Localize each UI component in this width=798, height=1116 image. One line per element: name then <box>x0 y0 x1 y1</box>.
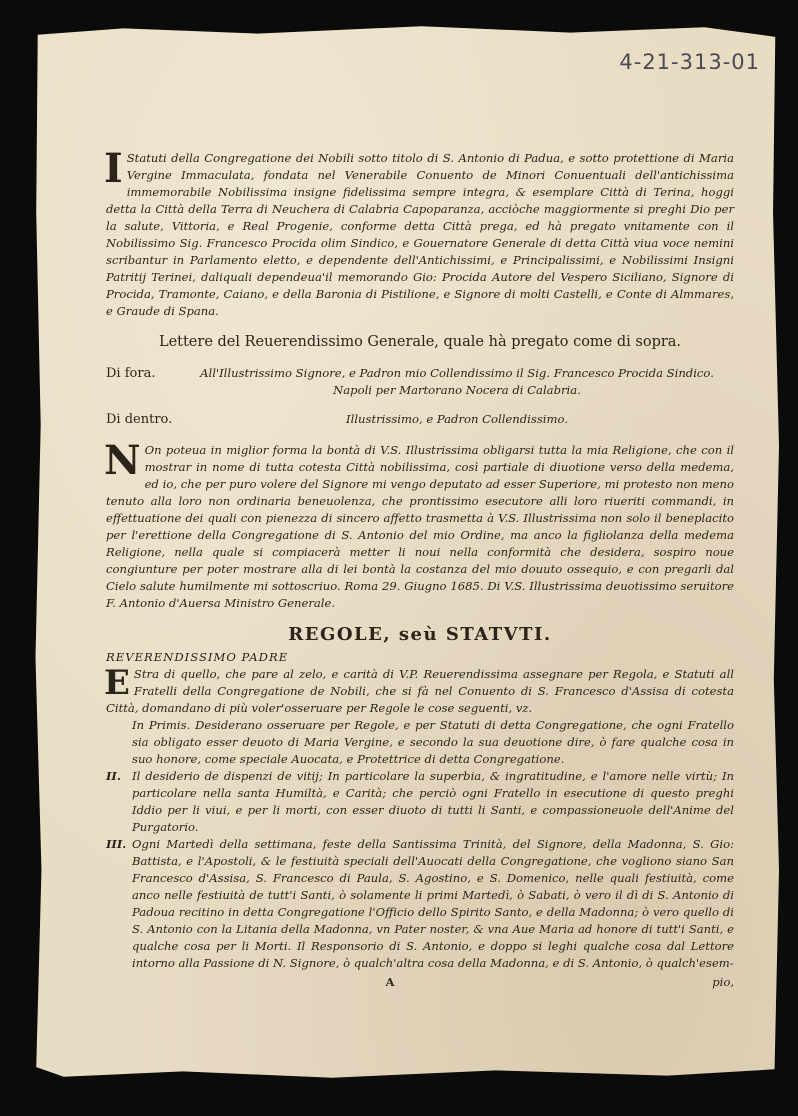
rules-drop-cap: E <box>104 663 130 703</box>
letter-heading: Lettere del Reuerendissimo Generale, quale hà pregato come di sopra. <box>158 334 682 350</box>
intro-text: Statuti della Congregatione dei Nobili sotto titolo di S. Antonio di Padua, e sotto protettione di Maria Vergine Immaculata, fondata nel Venerabile Conuento de Minori Conuentuali dell'antichissima immemorabile Nobilissima insigne fidelissima sempre integra, & esemplare Città di Terina, hoggi detta la Città della Terra di Neuchera di Calabria Capoparanza, acciòche maggiormente si preghi Dio per la salute, Vittoria, e Real Progenie, conforme detta Città prega, ed hà pregato vnitamente con il Nobilissimo Sig. Francesco Procida olim Sindico, e Gouernatore Generale di detta Città viua voce nemini scribantur in Parlamento eletto, e dependente dell'Antichissimi, e Principalissimi, e Nobilissimi Insigni Patritij Terinei, daliquali dependeua'il memorando Gio: Procida Autore del Vespero Siciliano, Signore di Procida, Tramonte, Caiano, e della Baronia di Pistilione, e Signore di molti Castelli, e Conte di Almmares, e Graude di Spana. <box>106 151 734 318</box>
rules-intro-text: Stra di quello, che pare al zelo, e carità di V.P. Reuerendissima assegnare per Regola, e Statuti all Fratelli della Congregatione de Nobili, che si fà nel Conuento di S. Francesco d'Assisa di cotesta Città, domandano di più voler'osseruare per Regole le cose seguenti, vz. <box>106 667 734 715</box>
address-outside-label: Di fora. <box>106 366 156 381</box>
letter-body <box>104 437 734 612</box>
rule-text: In Primis. Desiderano osseruare per Regole, e per Statuti di detta Congregatione, che ogni Fratello sia obligato esser deuoto di Maria Vergine, e secondo la sua deuotione dire, ò fare qualche cosa in suo honore, come speciale Auocata, e Protettrice di detta Congregatione. <box>132 718 734 766</box>
intro-paragraph <box>104 145 734 320</box>
letter-drop-cap: N <box>104 437 141 484</box>
rules-intro <box>104 663 734 717</box>
catchword: pio, <box>712 975 734 989</box>
rule-number: III. <box>106 837 127 851</box>
rule-text: Ogni Martedì della settimana, feste della Santissima Trinità, del Signore, della Madonna, S. Gio: Battista, e l'Apostoli, & le festiuità speciali dell'Auocati della Congregatione, che vogliono siano San Francesco d'Assisa, S. Francesco di Paula, S. Agostino, e S. Domenico, nelle quali festiuità, come anco nelle festiuità de tutt'i Santi, ò solamente li primi Martedì, ò Sabati, ò vero il dì di S. Antonio di Padoua recitino in detta Congregatione l'Officio dello Spirito Santo, e della Madonna; ò vero quello di S. Antonio con la Litania della Madonna, vn Pater noster, & vna Aue Maria ad honore di tutt'i Santi, e qualche cosa per li Morti. Il Responsorio di S. Antonio, e doppo si leghi qualche cosa dal Lettore intorno alla Passione di N. Signore, ò qualch'altra cosa della Madonna, e di S. Antonio, ò qualch'esem- <box>132 837 734 970</box>
address-outside-text: All'Illustrissimo Signore, e Padron mio Collendissimo il Sig. Francesco Procida Sindico. Napoli per Martorano Nocera di Calabria. <box>200 366 714 397</box>
page-footer <box>106 974 734 991</box>
letter-body-text: On poteua in miglior forma la bontà di V.S. Illustrissima obligarsi tutta la mia Religione, che con il mostrar in nome di tutta cotesta Città nobilissima, così partiale di diuotione verso della medema, ed io, che per puro volere del Signore mi vengo deputato ad esser Superiore, mi protesto non meno tenuto alla loro non ordinaria beneuolenza, che prontissimo esecutore alli loro riueriti commandi, in effettuatione dei quali con pienezza di sincero affetto trasmetta à V.S. Illustrissima non solo il beneplacito per l'erettione della Congregatione di S. Antonio del mio Ordine, ma anco la figliolanza della medema Religione, nella quale si compiacerà metter li noui nella conformità che desidera, sospiro noue congiunture per poter mostrare alla di lei bontà la costanza del mio douuto ossequio, e con pregarli dal Cielo salute humilmente mi sottoscriuo. Roma 29. Giugno 1685. Di V.S. Illustrissima deuotissimo seruitore F. Antonio d'Auersa Ministro Generale. <box>106 443 734 610</box>
address-inside-text: Illustrissimo, e Padron Collendissimo. <box>346 412 568 426</box>
address-outside <box>106 365 734 399</box>
document-content <box>104 145 734 991</box>
intro-drop-cap: I <box>104 145 123 192</box>
rule-item <box>106 836 734 972</box>
archive-reference-number: 4-21-313-01 <box>619 50 760 74</box>
rules-title: REGOLE, seù STATVTI. <box>288 624 552 645</box>
signature-mark: A <box>385 975 395 989</box>
rule-number: II. <box>106 769 121 783</box>
rule-item <box>106 768 734 836</box>
address-inside-label: Di dentro. <box>106 412 173 427</box>
address-inside <box>106 411 734 428</box>
rule-text: Il desiderio de dispenzi de vitij; In particolare la superbia, & ingratitudine, e l'amore nelle virtù; In particolare nella santa Humiltà, e Carità; che perciò ogni Fratello in esecutione di questo preghi Iddio per li viui, e per li morti, con esser diuoto di tutti li Santi, e compassioneuole dell'Anime del Purgatorio. <box>132 769 734 834</box>
rule-item <box>106 717 734 768</box>
rule-number <box>106 717 132 768</box>
rules-salutation: REVERENDISSIMO PADRE <box>106 650 289 664</box>
